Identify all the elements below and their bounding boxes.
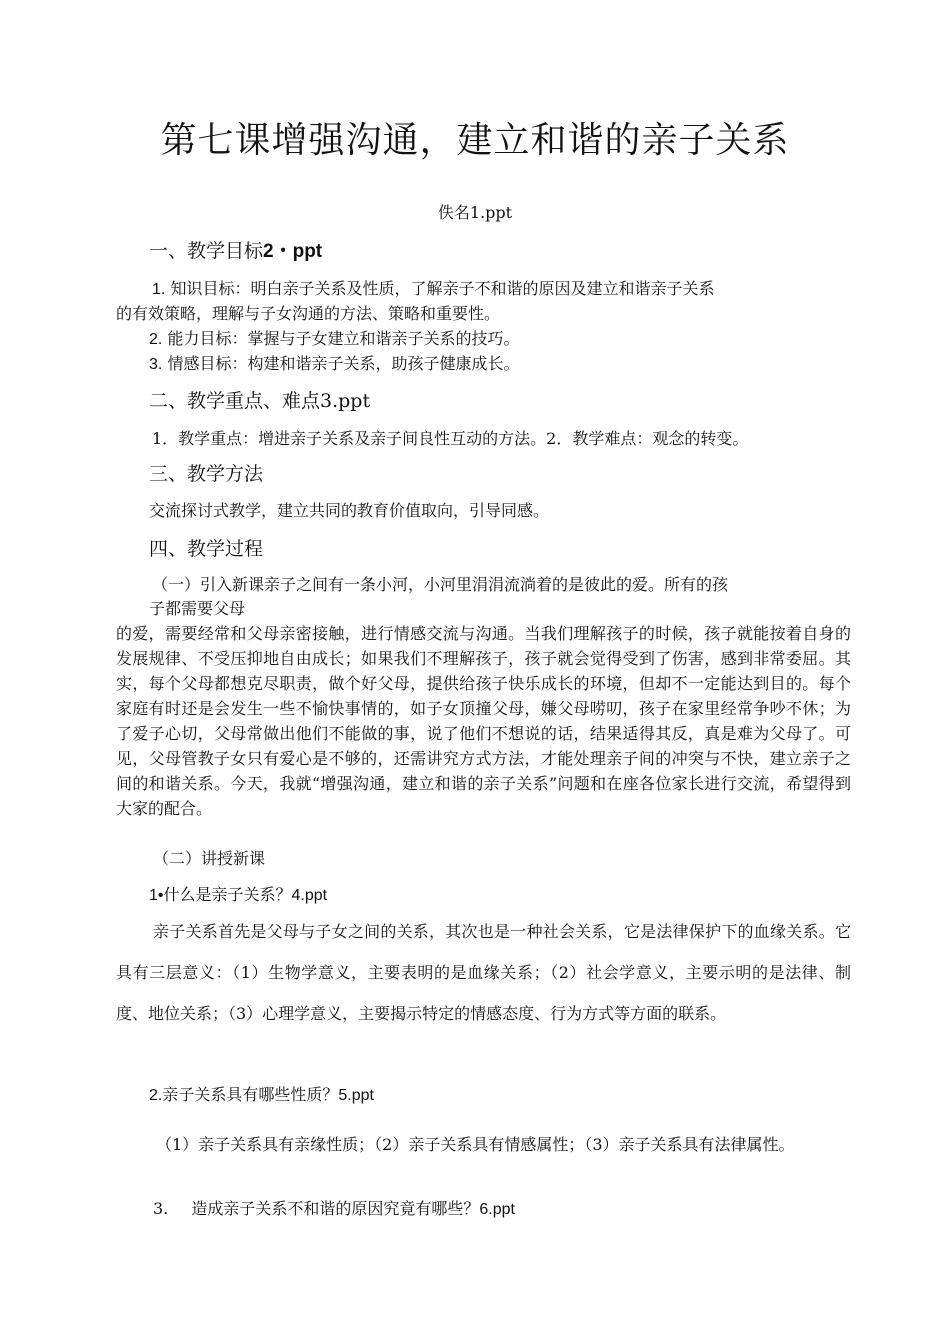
objective-1-text: 知识目标：明白亲子关系及性质，了解亲子不和谐的原因及建立和谐亲子关系: [170, 279, 715, 298]
section-1-heading-text: 一、教学目标: [149, 240, 264, 262]
section-2-text: 1．教学重点：增进亲子关系及亲子间良性互动的方法。2．教学难点：观念的转变。: [152, 429, 749, 448]
question-3-label: [153, 1196, 515, 1219]
question-3-number: 3.: [153, 1199, 169, 1218]
objective-1-line-2: 的有效策略，理解与子女沟通的方法、策略和重要性。: [116, 304, 501, 323]
section-4-heading: 四、教学过程: [149, 538, 264, 560]
objective-2-number: 2.: [149, 331, 163, 348]
question-2-label: 2.亲子关系具有哪些性质？5.ppt: [149, 1087, 374, 1104]
section-3-heading: 三、教学方法: [149, 463, 264, 485]
section-1-heading: [149, 236, 322, 263]
intro-line-1: （一）引入新课亲子之间有一条小河，小河里涓涓流淌着的是彼此的爱。所有的孩: [152, 575, 729, 594]
question-2-body: （1）亲子关系具有亲缘性质；（2）亲子关系具有情感属性；（3）亲子关系具有法律属性。: [156, 1135, 795, 1154]
objective-2-text: 能力目标：掌握与子女建立和谐亲子关系的技巧。: [167, 329, 520, 348]
question-1-body: 亲子关系首先是父母与子女之间的关系，其次也是一种社会关系，它是法律保护下的血缘关系。它具有三层意义：（1）生物学意义，主要表明的是血缘关系；（2）社会学意义，主要示明的是法律、制度、地位关系；（3）心理学意义，主要揭示特定的情感态度、行为方式等方面的联系。: [116, 922, 851, 1023]
objective-3: [149, 351, 519, 374]
section-1-heading-ppt: 2・ppt: [263, 241, 323, 262]
objective-1-line-1: [152, 276, 714, 299]
section-2-heading: 二、教学重点、难点3.ppt: [149, 390, 371, 412]
author-line: 佚名1.ppt: [437, 203, 513, 222]
section-3-text: 交流探讨式教学，建立共同的教育价值取向，引导同感。: [149, 501, 550, 520]
objective-3-text: 情感目标：构建和谐亲子关系，助孩子健康成长。: [167, 354, 520, 373]
question-3-text: 造成亲子关系不和谐的原因究竟有哪些？: [191, 1199, 480, 1218]
objective-2: [149, 326, 519, 349]
objective-1-number: 1.: [152, 281, 166, 298]
page-title: 第七课增强沟通，建立和谐的亲子关系: [160, 120, 790, 161]
intro-body: 的爱，需要经常和父母亲密接触，进行情感交流与沟通。当我们理解孩子的时候，孩子就能按着自身的发展规律、不受压抑地自由成长；如果我们不理解孩子，孩子就会觉得受到了伤害，感到非常委屈。其实，每个父母都想克尽职责，做个好父母，提供给孩子快乐成长的环境，但却不一定能达到目的。每个家庭有时还是会发生一些不愉快事情的，如子女顶撞父母，嫌父母唠叨，孩子在家里经常争吵不休；为了爱子心切，父母常做出他们不能做的事，说了他们不想说的话，结果适得其反，真是难为父母了。可见，父母管教子女只有爱心是不够的，还需讲究方式方法，才能处理亲子间的冲突与不快，建立亲子之间的和谐关系。今天，我就“增强沟通，建立和谐的亲子关系”问题和在座各位家长进行交流，希望得到大家的配合。: [116, 624, 851, 818]
objective-3-number: 3.: [149, 356, 163, 373]
subsection-2-heading: （二）讲授新课: [153, 849, 266, 868]
question-1-label: 1•什么是亲子关系？4.ppt: [149, 887, 328, 904]
intro-line-2: 子都需要父母: [149, 599, 246, 618]
question-3-ppt: 6.ppt: [479, 1201, 515, 1218]
